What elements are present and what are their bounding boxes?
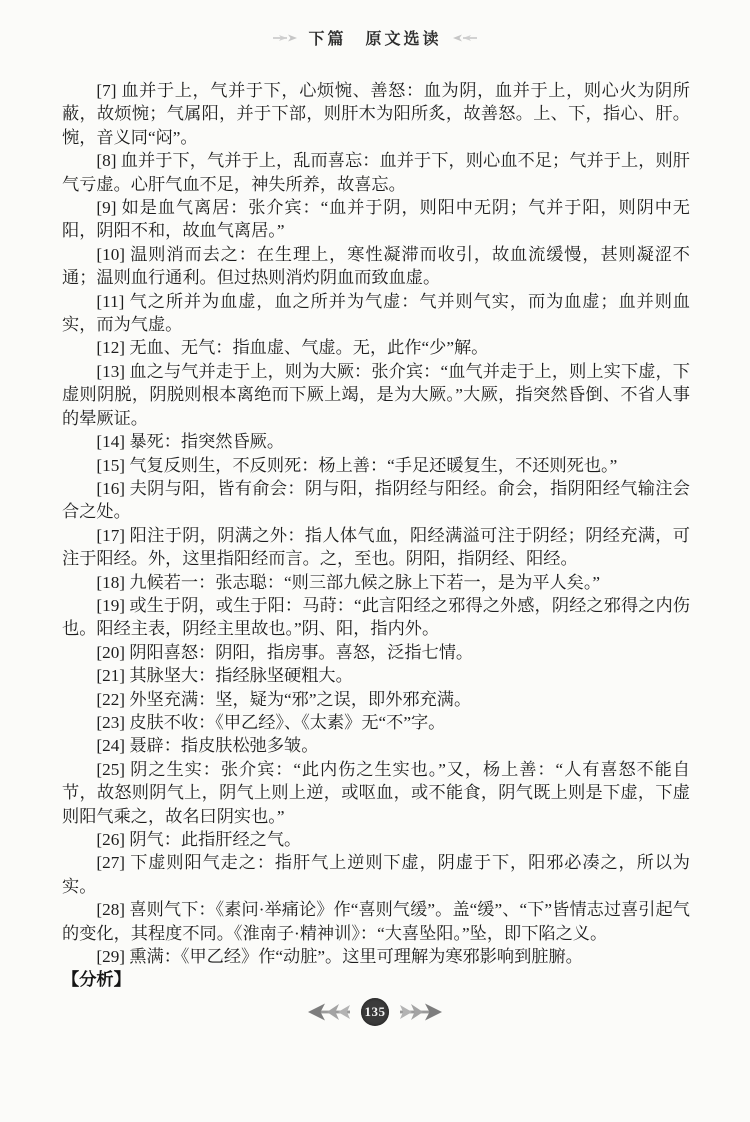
annotation-paragraph: [8] 血并于下，气并于上，乱而喜忘：血并于下，则心血不足；气并于上，则肝气亏虚。心肝气血不足，神失所养，故喜忘。 bbox=[62, 151, 690, 194]
annotation-paragraph: [7] 血并于上，气并于下，心烦惋、善怒：血为阴，血并于上，则心火为阴所蔽，故烦惋；气属阳，并于下部，则肝木为阳所炙，故善怒。上、下，指心、肝。惋，音义同“闷”。 bbox=[62, 81, 690, 147]
annotation-paragraph: [9] 如是血气离居：张介宾：“血并于阴，则阳中无阴；气并于阳，则阴中无阳，阴阳不和，故血气离居。” bbox=[62, 198, 690, 241]
annotation-paragraph: [22] 外坚充满：坚，疑为“邪”之误，即外邪充满。 bbox=[96, 689, 472, 709]
annotation-paragraph: [12] 无血、无气：指血虚、气虚。无，此作“少”解。 bbox=[96, 338, 489, 358]
annotation-paragraph: [10] 温则消而去之：在生理上，寒性凝滞而收引，故血流缓慢，甚则凝涩不通；温则血行通利。但过热则消灼阴血而致血虚。 bbox=[62, 244, 690, 288]
annotation-paragraph: [28] 喜则气下：《素问·举痛论》作“喜则气缓”。盖“缓”、“下”皆情志过喜引起气的变化，其程度不同。《淮南子·精神训》：“大喜坠阳。”坠，即下陷之义。 bbox=[62, 900, 690, 943]
header-left-flourish-icon bbox=[272, 32, 298, 44]
annotation-paragraph: [17] 阳注于阴，阴满之外：指人体气血，阳经满溢可注于阴经；阴经充满，可注于阳经。外，这里指阳经而言。之，至也。阴阳，指阴经、阳经。 bbox=[62, 525, 690, 569]
annotation-paragraph: [16] 夫阴与阳，皆有俞会：阴与阳，指阴经与阳经。俞会，指阴阳经气输注会合之处。 bbox=[62, 478, 690, 522]
annotations-list bbox=[62, 79, 690, 968]
running-head-title: 下篇 原文选读 bbox=[308, 31, 442, 48]
page-number-badge: 135 bbox=[361, 998, 389, 1026]
annotation-paragraph: [26] 阴气：此指肝经之气。 bbox=[96, 830, 302, 849]
footer-arrow-left-ornament-icon bbox=[308, 1000, 352, 1024]
footer-arrow-right-ornament-icon bbox=[398, 1000, 442, 1024]
annotation-paragraph: [23] 皮肤不收：《甲乙经》、《太素》无“不”字。 bbox=[96, 712, 446, 732]
annotation-paragraph: [29] 熏满：《甲乙经》作“动脏”。这里可理解为寒邪影响到脏腑。 bbox=[96, 947, 583, 967]
annotation-paragraph: [20] 阴阳喜怒：阴阳，指房事。喜怒，泛指七情。 bbox=[96, 642, 474, 662]
header-right-flourish-icon bbox=[452, 32, 478, 44]
annotation-paragraph: [21] 其脉坚大：指经脉坚硬粗大。 bbox=[96, 666, 353, 686]
running-head bbox=[0, 26, 750, 49]
annotation-paragraph: [11] 气之所并为血虚，血之所并为气虚：气并则气实，而为血虚；血并则血实，而为气虚。 bbox=[62, 291, 690, 335]
annotation-paragraph: [19] 或生于阴，或生于阳：马莳：“此言阳经之邪得之外感，阴经之邪得之内伤也。阳经主表，阴经主里故也。”阴、阳，指内外。 bbox=[62, 595, 690, 639]
page-footer bbox=[0, 998, 750, 1026]
annotation-paragraph: [18] 九候若一：张志聪：“则三部九候之脉上下若一，是为平人矣。” bbox=[96, 572, 601, 592]
annotation-paragraph: [14] 暴死：指突然昏厥。 bbox=[96, 432, 285, 452]
annotation-paragraph: [13] 血之与气并走于上，则为大厥：张介宾：“血气并走于上，则上实下虚，下虚则阴脱，阴脱则根本离绝而下厥上竭，是为大厥。”大厥，指突然昏倒、不省人事的晕厥证。 bbox=[62, 361, 690, 428]
annotation-paragraph: [27] 下虚则阳气走之：指肝气上逆则下虚，阴虚于下，阳邪必凑之，所以为实。 bbox=[62, 853, 690, 896]
analysis-heading: 【分析】 bbox=[62, 970, 131, 990]
annotation-paragraph: [25] 阴之生实：张介宾：“此内伤之生实也。”又，杨上善：“人有喜怒不能自节，故怒则阴气上，阴气上则上逆，或呕血，或不能食，阴气既上则是下虚，下虚则阳气乘之，故名曰阴实也。” bbox=[62, 759, 690, 826]
annotations-section bbox=[62, 79, 690, 994]
annotation-paragraph: [15] 气复反则生，不反则死：杨上善：“手足还暖复生，不还则死也。” bbox=[96, 455, 618, 475]
annotation-paragraph: [24] 聂辟：指皮肤松弛多皱。 bbox=[96, 736, 319, 756]
analysis-paragraph bbox=[62, 992, 690, 994]
